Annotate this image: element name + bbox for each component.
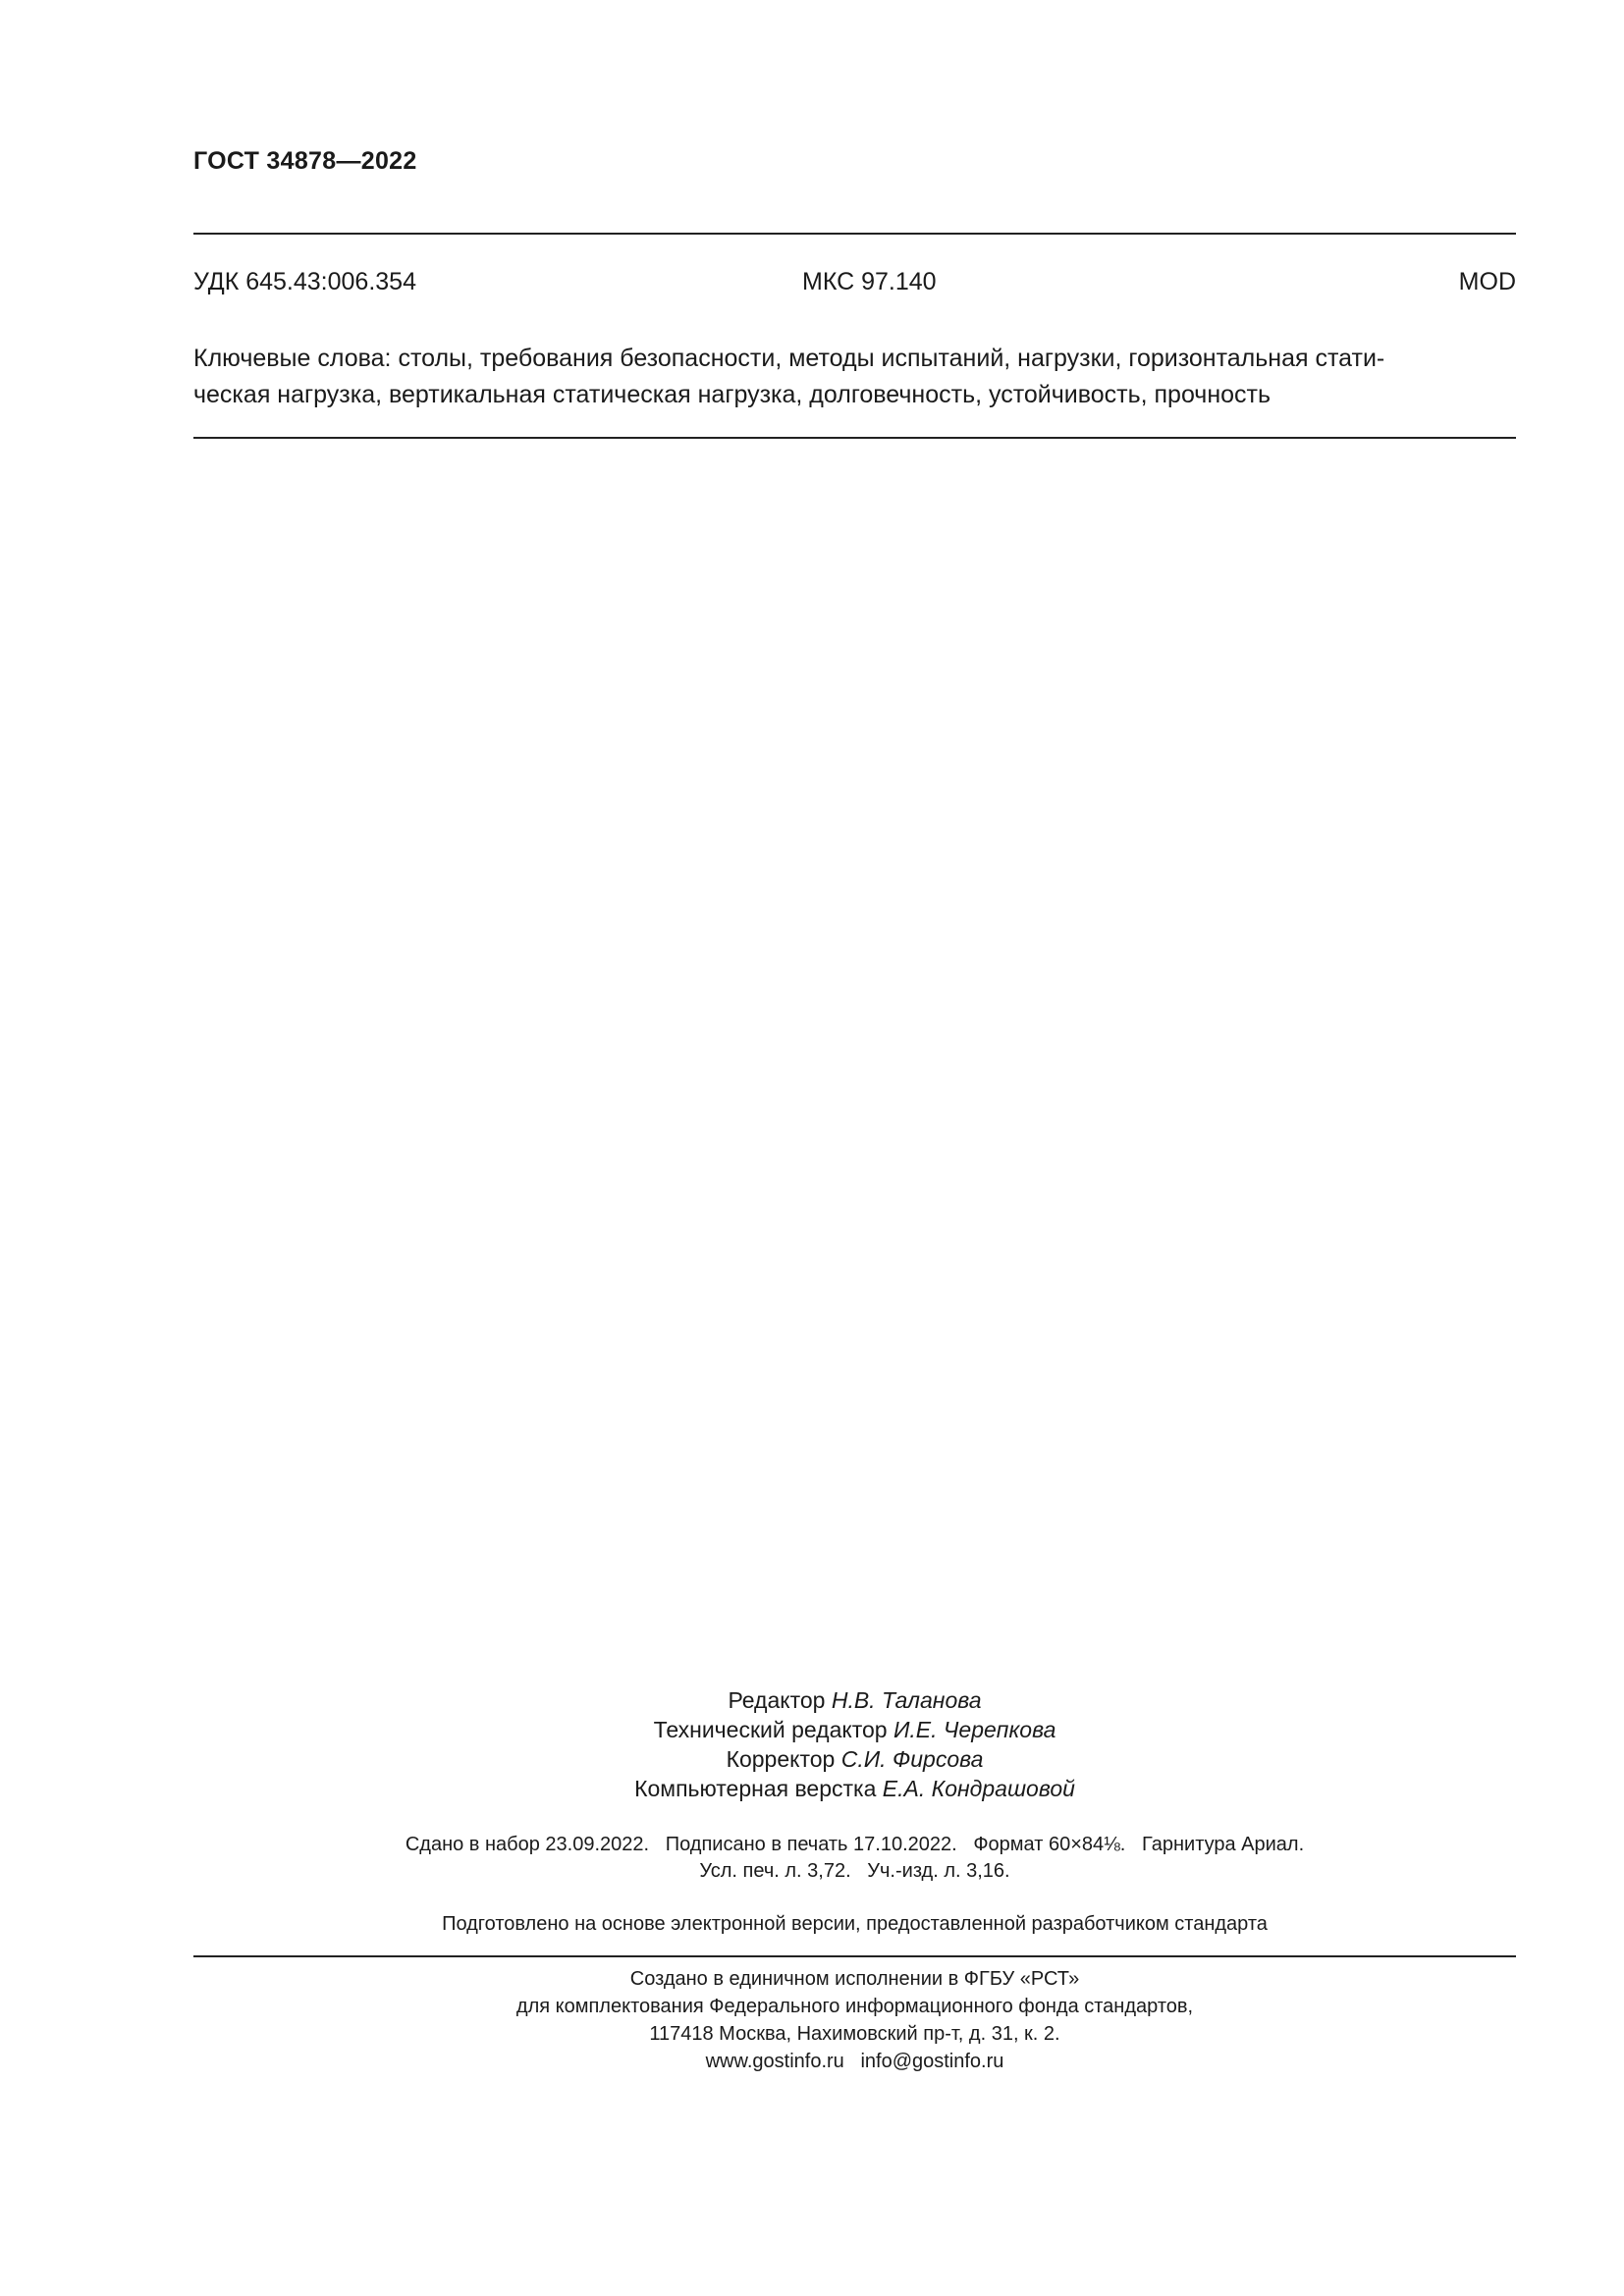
layout-name: Е.А. Кондрашовой bbox=[882, 1776, 1075, 1801]
classification-row bbox=[193, 268, 1516, 299]
udk-code: УДК 645.43:006.354 bbox=[193, 268, 416, 295]
print-info-block bbox=[193, 1832, 1516, 1885]
mod-mark: MOD bbox=[1458, 268, 1516, 295]
tech-editor-label: Технический редактор bbox=[653, 1717, 888, 1742]
credit-proofreader bbox=[193, 1744, 1516, 1774]
publisher-line-1: Создано в единичном исполнении в ФГБУ «РСТ» bbox=[629, 1968, 1080, 1990]
publisher-line-2: для комплектования Федерального информационного фонда стандартов, bbox=[515, 1996, 1194, 2017]
keywords-line-1: Ключевые слова: столы, требования безопасности, методы испытаний, нагрузки, горизонтальная стати- bbox=[193, 345, 1385, 372]
keywords-divider bbox=[193, 437, 1516, 439]
credit-tech-editor bbox=[193, 1715, 1516, 1744]
layout-label: Компьютерная верстка bbox=[634, 1776, 877, 1801]
mks-code: МКС 97.140 bbox=[802, 268, 937, 295]
publisher-divider bbox=[193, 1955, 1516, 1957]
publisher-block bbox=[193, 1965, 1516, 2075]
proofreader-name: С.И. Фирсова bbox=[840, 1746, 984, 1772]
editor-label: Редактор bbox=[728, 1687, 826, 1713]
top-divider bbox=[193, 233, 1516, 235]
proofreader-label: Корректор bbox=[726, 1746, 836, 1772]
prepared-note: Подготовлено на основе электронной версии, предоставленной разработчиком стандарта bbox=[442, 1913, 1268, 1935]
tech-editor-name: И.Е. Черепкова bbox=[893, 1717, 1056, 1742]
print-info-line-2: Усл. печ. л. 3,72. Уч.-изд. л. 3,16. bbox=[699, 1860, 1010, 1882]
keywords-block bbox=[193, 341, 1516, 413]
publisher-line-4: www.gostinfo.ru info@gostinfo.ru bbox=[705, 2051, 1004, 2072]
credit-layout bbox=[193, 1774, 1516, 1803]
credit-editor bbox=[193, 1685, 1516, 1715]
standard-code: ГОСТ 34878—2022 bbox=[193, 147, 417, 175]
credits-block bbox=[193, 1685, 1516, 1803]
keywords-line-2: ческая нагрузка, вертикальная статическая нагрузка, долговечность, устойчивость, прочность bbox=[193, 381, 1272, 408]
editor-name: Н.В. Таланова bbox=[831, 1687, 982, 1713]
publisher-line-3: 117418 Москва, Нахимовский пр-т, д. 31, к. 2. bbox=[649, 2023, 1060, 2045]
print-info-line-1: Сдано в набор 23.09.2022. Подписано в печать 17.10.2022. Формат 60×84⅛. Гарнитура Ариал. bbox=[405, 1834, 1305, 1855]
